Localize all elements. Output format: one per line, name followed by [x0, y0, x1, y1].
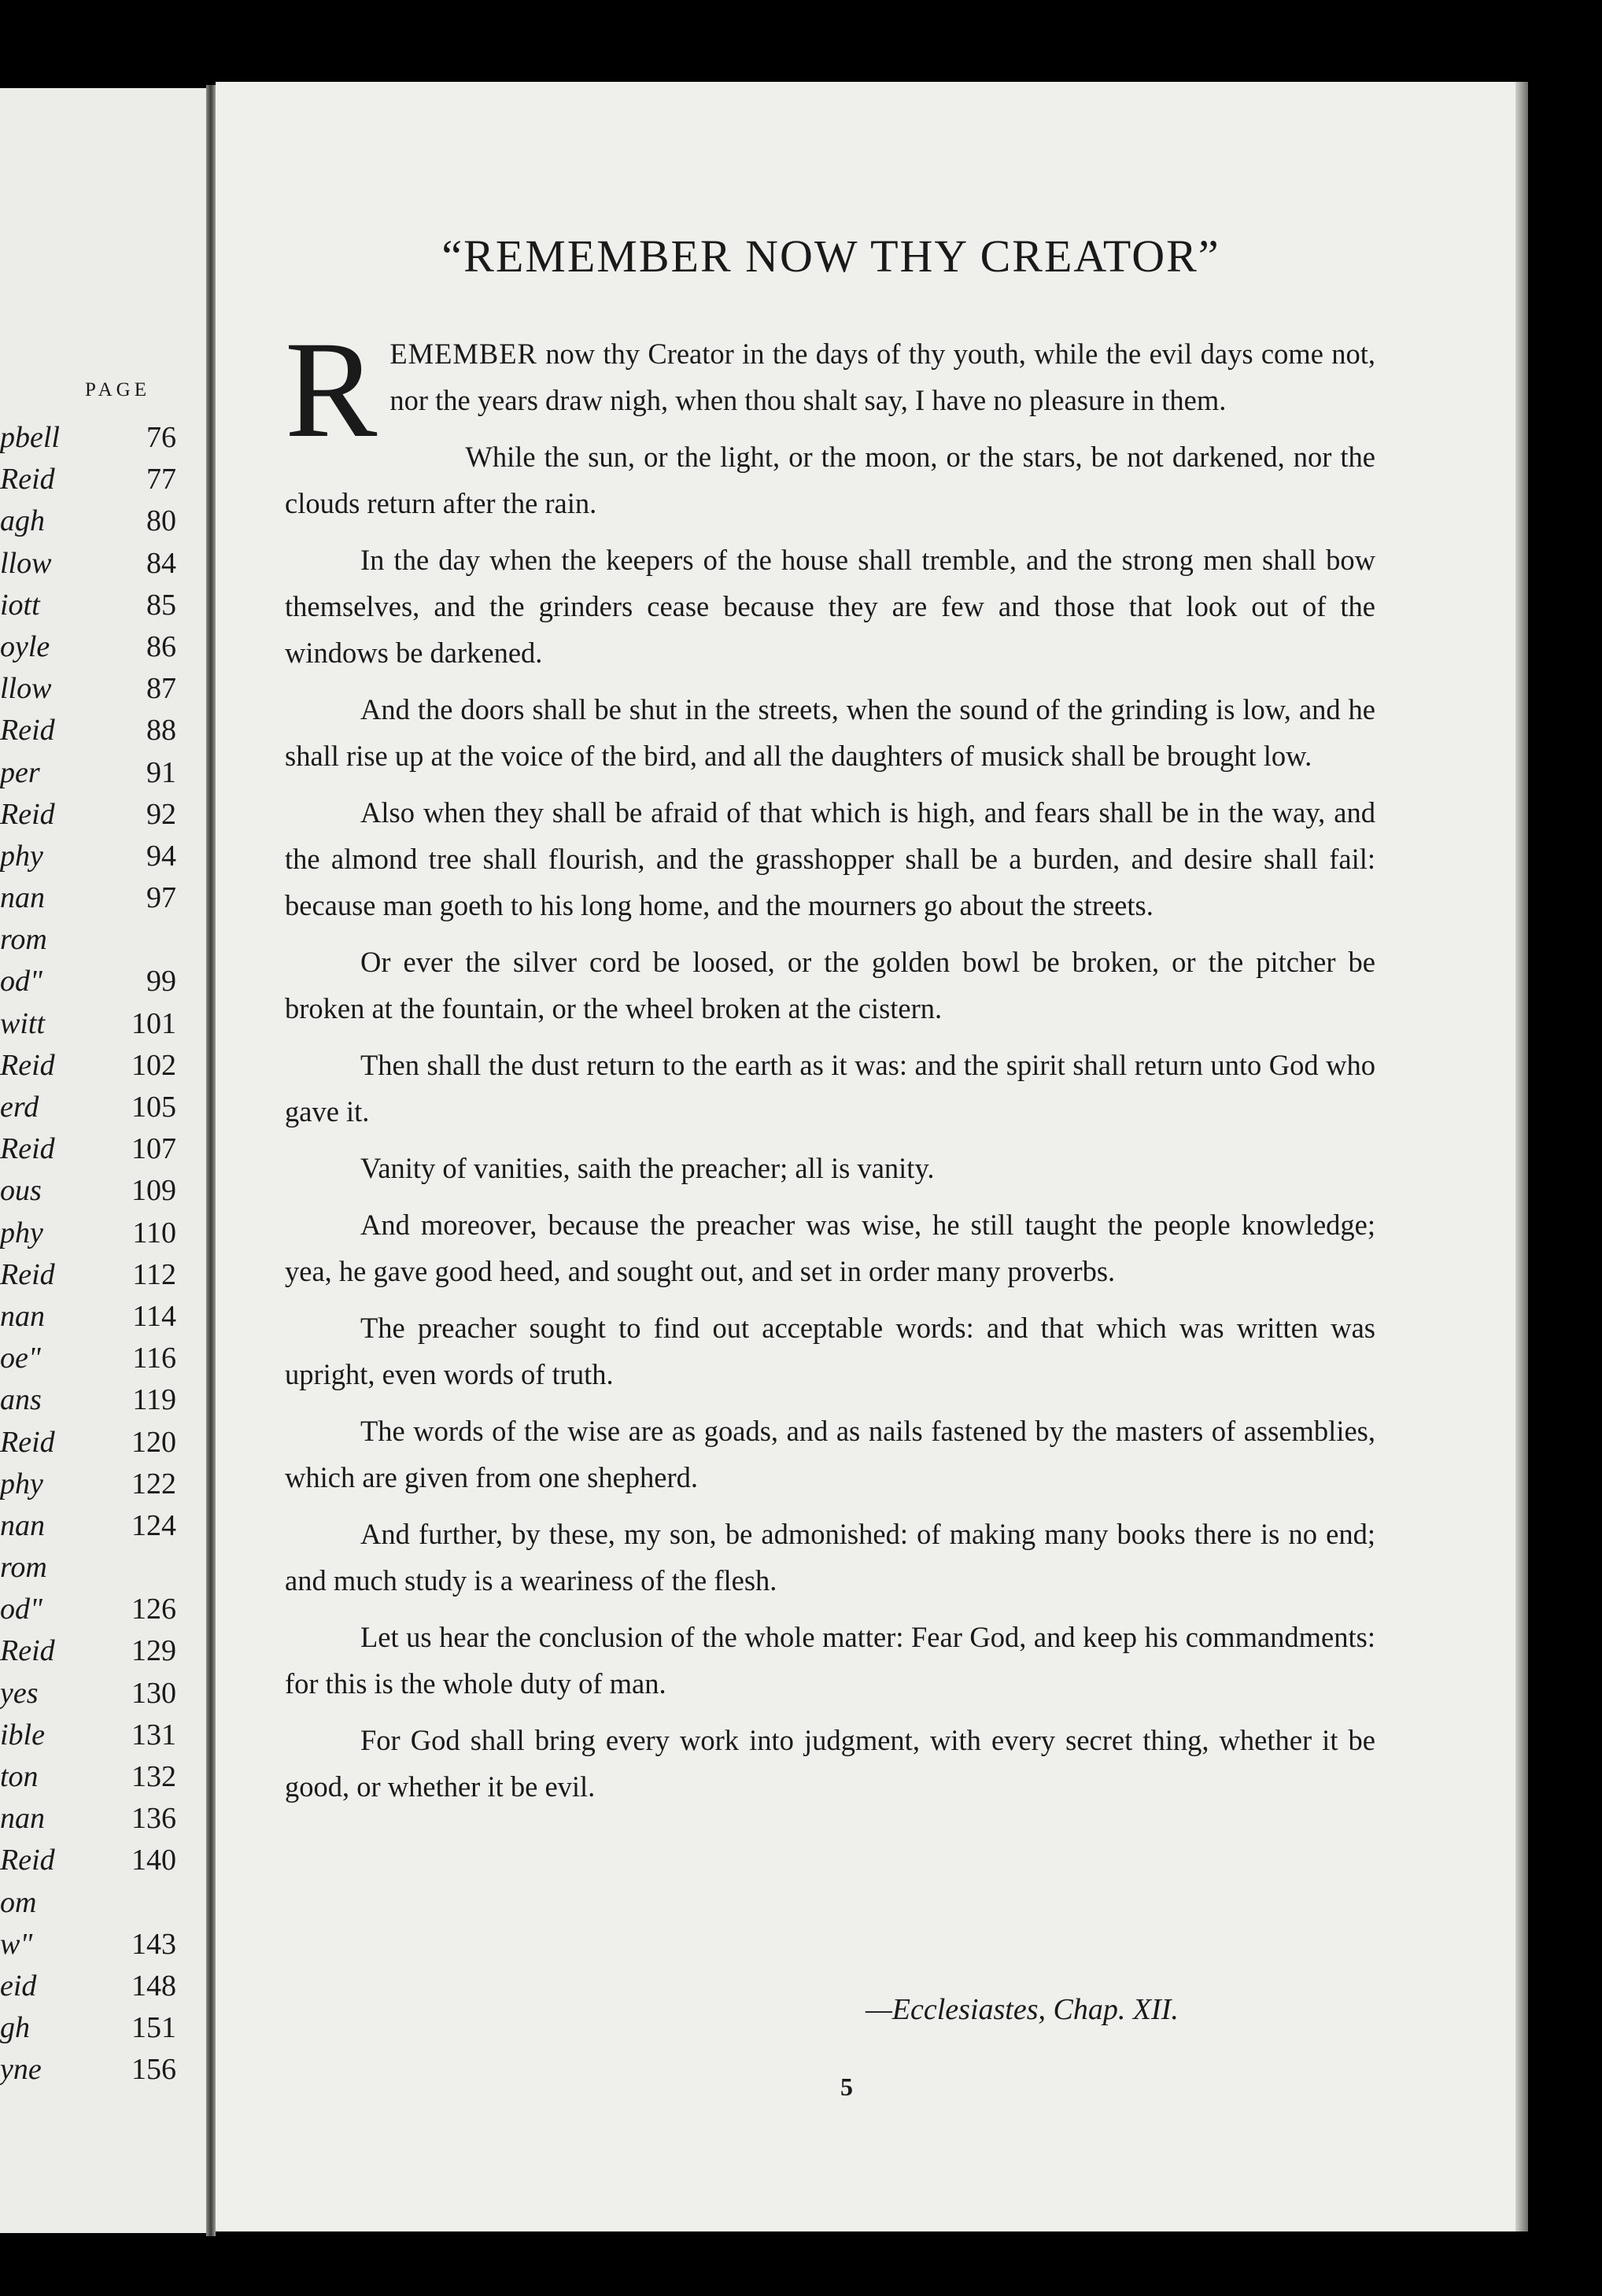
- toc-entry-page: 143: [131, 1927, 176, 1961]
- toc-entry-page: 109: [131, 1174, 176, 1208]
- first-paragraph: [285, 313, 1375, 467]
- toc-entry: [0, 459, 206, 500]
- toc-entry-page: 87: [146, 672, 176, 706]
- paragraph: Vanity of vanities, saith the preacher; all is vanity.: [360, 1152, 935, 1184]
- toc-entry-page: 119: [132, 1383, 176, 1417]
- toc-entry: [0, 417, 206, 459]
- toc-entry: [0, 794, 206, 836]
- toc-entry-page: 77: [146, 463, 176, 496]
- toc-entry-page: 112: [132, 1257, 176, 1291]
- previous-page: [0, 88, 206, 2233]
- toc-entry-page: 84: [146, 546, 176, 580]
- toc-entry-title: oyle: [0, 629, 50, 663]
- toc-entry: [0, 1924, 206, 1966]
- toc-entry: [0, 1045, 206, 1087]
- scripture-text: [285, 313, 1375, 1820]
- toc-entry-page: 131: [131, 1718, 176, 1752]
- toc-entry-page: 116: [132, 1342, 176, 1375]
- toc-entry-title: phy: [0, 839, 43, 873]
- toc-entry: [0, 668, 206, 710]
- toc-entry: [0, 1715, 206, 1756]
- toc-entry-title: nan: [0, 1508, 45, 1542]
- paragraph: In the day when the keepers of the house shall tremble, and the strong men shall bow themselves, and the grinders cease because they are few and those that look out of the windows be darkened.: [285, 544, 1375, 669]
- toc-entry-title: witt: [0, 1006, 46, 1040]
- toc-entry-title: erd: [0, 1091, 39, 1124]
- table-of-contents: [0, 417, 206, 2091]
- toc-entry-title: om: [0, 1885, 37, 1919]
- toc-entry-title: Reid: [0, 1132, 55, 1166]
- toc-entry: [0, 1379, 206, 1421]
- paragraph: Then shall the dust return to the earth as it was: and the spirit shall return unto God who gave it.: [285, 1049, 1375, 1128]
- toc-entry: [0, 1798, 206, 1840]
- toc-entry: [0, 877, 206, 919]
- toc-entry-title: w": [0, 1927, 33, 1961]
- toc-entry-title: ible: [0, 1718, 45, 1752]
- toc-entry-page: 120: [131, 1425, 176, 1459]
- toc-entry-title: ans: [0, 1383, 42, 1417]
- toc-entry: [0, 1338, 206, 1379]
- toc-entry-title: od": [0, 1593, 42, 1626]
- attribution: —Ecclesiastes, Chap. XII.: [866, 1993, 1179, 2026]
- toc-entry: [0, 1966, 206, 2007]
- toc-entry-title: Reid: [0, 463, 55, 496]
- toc-entry-title: nan: [0, 1299, 45, 1333]
- toc-entry: [0, 919, 206, 961]
- toc-entry-page: 92: [146, 797, 176, 831]
- toc-entry: [0, 710, 206, 751]
- toc-entry-title: Reid: [0, 1844, 55, 1877]
- toc-entry-title: ous: [0, 1174, 42, 1208]
- toc-entry-page: 129: [131, 1634, 176, 1668]
- toc-entry-title: llow: [0, 546, 52, 580]
- toc-entry-title: ton: [0, 1760, 39, 1793]
- small-caps-lead: EMEMBER: [389, 338, 537, 370]
- paragraph: For God shall bring every work into judgment, with every secret thing, whether it be good, or whether it be evil.: [285, 1724, 1375, 1803]
- paragraph: And the doors shall be shut in the streets, when the sound of the grinding is low, and he shall rise up at the voice of the bird, and all the daughters of musick shall be brought low.: [285, 693, 1375, 772]
- toc-entry: [0, 1422, 206, 1464]
- toc-entry: [0, 1170, 206, 1212]
- toc-entry: [0, 1087, 206, 1128]
- toc-entry-title: Reid: [0, 1257, 55, 1291]
- toc-entry-page: 136: [131, 1802, 176, 1836]
- page-number: 5: [840, 2073, 853, 2101]
- toc-entry-title: Reid: [0, 1425, 55, 1459]
- toc-entry-page: 114: [132, 1299, 176, 1333]
- toc-entry-title: phy: [0, 1216, 43, 1250]
- toc-entry: [0, 1254, 206, 1296]
- toc-entry: [0, 1630, 206, 1672]
- toc-entry-page: 122: [131, 1467, 176, 1501]
- toc-entry-page: 107: [131, 1132, 176, 1166]
- toc-entry-page: 76: [146, 421, 176, 454]
- toc-entry-title: gh: [0, 2011, 30, 2045]
- toc-entry-page: 86: [146, 629, 176, 663]
- toc-entry-page: 140: [131, 1844, 176, 1877]
- toc-entry-page: 124: [131, 1508, 176, 1542]
- toc-entry-title: nan: [0, 1802, 45, 1836]
- toc-entry-title: iott: [0, 588, 40, 622]
- toc-entry-page: 132: [131, 1760, 176, 1793]
- toc-entry-page: 102: [131, 1048, 176, 1082]
- toc-entry-page: 94: [146, 839, 176, 873]
- toc-entry-page: 80: [146, 504, 176, 538]
- toc-entry-title: yne: [0, 2053, 42, 2087]
- toc-page-heading: PAGE: [85, 379, 150, 401]
- paragraph: While the sun, or the light, or the moon, or the stars, be not darkened, nor the clouds return after the rain.: [285, 441, 1375, 519]
- toc-entry-page: 97: [146, 881, 176, 915]
- toc-entry-page: 101: [131, 1006, 176, 1040]
- toc-entry: [0, 961, 206, 1002]
- toc-entry-page: 148: [131, 1969, 176, 2003]
- toc-entry-title: oe": [0, 1342, 41, 1375]
- toc-entry-title: rom: [0, 923, 47, 957]
- toc-entry: [0, 1213, 206, 1254]
- toc-entry-title: yes: [0, 1676, 39, 1710]
- toc-entry: [0, 752, 206, 794]
- toc-entry: [0, 1673, 206, 1715]
- page-title: “REMEMBER NOW THY CREATOR”: [441, 231, 1220, 282]
- toc-entry-page: 105: [131, 1091, 176, 1124]
- toc-entry-page: 85: [146, 588, 176, 622]
- toc-entry: [0, 585, 206, 626]
- toc-entry-title: agh: [0, 504, 45, 538]
- toc-entry: [0, 626, 206, 668]
- toc-entry: [0, 1464, 206, 1505]
- first-paragraph-rest: now thy Creator in the days of thy youth, while the evil days come not, nor the years draw nigh, when thou shalt say, I have no pleasure in them.: [389, 338, 1375, 416]
- toc-entry-page: 151: [131, 2011, 176, 2045]
- toc-entry: [0, 1882, 206, 1924]
- toc-entry: [0, 1547, 206, 1589]
- toc-entry-title: Reid: [0, 797, 55, 831]
- toc-entry: [0, 2049, 206, 2091]
- toc-entry: [0, 500, 206, 542]
- toc-entry-page: 156: [131, 2053, 176, 2087]
- toc-entry: [0, 1128, 206, 1170]
- toc-entry: [0, 1003, 206, 1045]
- toc-entry: [0, 1505, 206, 1547]
- toc-entry-page: 99: [146, 965, 176, 999]
- toc-entry: [0, 836, 206, 877]
- toc-entry-title: Reid: [0, 1634, 55, 1668]
- toc-entry: [0, 1840, 206, 1881]
- toc-entry-title: od": [0, 965, 42, 999]
- toc-entry-page: 130: [131, 1676, 176, 1710]
- toc-entry: [0, 1756, 206, 1798]
- toc-entry-title: pbell: [0, 421, 60, 454]
- paragraph: And moreover, because the preacher was wise, he still taught the people knowledge; yea, he gave good heed, and sought out, and set in order many proverbs.: [285, 1209, 1375, 1287]
- toc-entry-page: 88: [146, 714, 176, 747]
- page-gutter: [206, 85, 216, 2236]
- toc-entry: [0, 1589, 206, 1630]
- toc-entry: [0, 1296, 206, 1338]
- drop-cap: R: [285, 313, 378, 467]
- paragraph: The preacher sought to find out acceptable words: and that which was written was upright, even words of truth.: [285, 1312, 1375, 1390]
- toc-entry-title: Reid: [0, 714, 55, 747]
- toc-entry-title: llow: [0, 672, 52, 706]
- page-edge: [1515, 82, 1528, 2231]
- toc-entry-page: 126: [131, 1593, 176, 1626]
- paragraph: Let us hear the conclusion of the whole matter: Fear God, and keep his commandments: for this is the whole duty of man.: [285, 1621, 1375, 1700]
- paragraph: The words of the wise are as goads, and as nails fastened by the masters of assemblies, which are given from one shepherd.: [285, 1415, 1375, 1493]
- toc-entry-title: eid: [0, 1969, 37, 2003]
- toc-entry-title: nan: [0, 881, 45, 915]
- toc-entry-page: 91: [146, 755, 176, 789]
- toc-entry: [0, 2007, 206, 2049]
- toc-entry-title: phy: [0, 1467, 43, 1501]
- toc-entry-title: rom: [0, 1551, 47, 1585]
- toc-entry: [0, 543, 206, 585]
- paragraph: Also when they shall be afraid of that which is high, and fears shall be in the way, and the almond tree shall flourish, and the grasshopper shall be a burden, and desire shall fail: because man goeth to his long home, and the mourners go about the streets.: [285, 796, 1375, 921]
- paragraph: And further, by these, my son, be admonished: of making many books there is no end; and much study is a weariness of the flesh.: [285, 1518, 1375, 1596]
- toc-entry-page: 110: [132, 1216, 176, 1250]
- toc-entry-title: Reid: [0, 1048, 55, 1082]
- toc-entry-title: per: [0, 755, 40, 789]
- paragraph: Or ever the silver cord be loosed, or the golden bowl be broken, or the pitcher be broken at the fountain, or the wheel broken at the cistern.: [285, 946, 1375, 1024]
